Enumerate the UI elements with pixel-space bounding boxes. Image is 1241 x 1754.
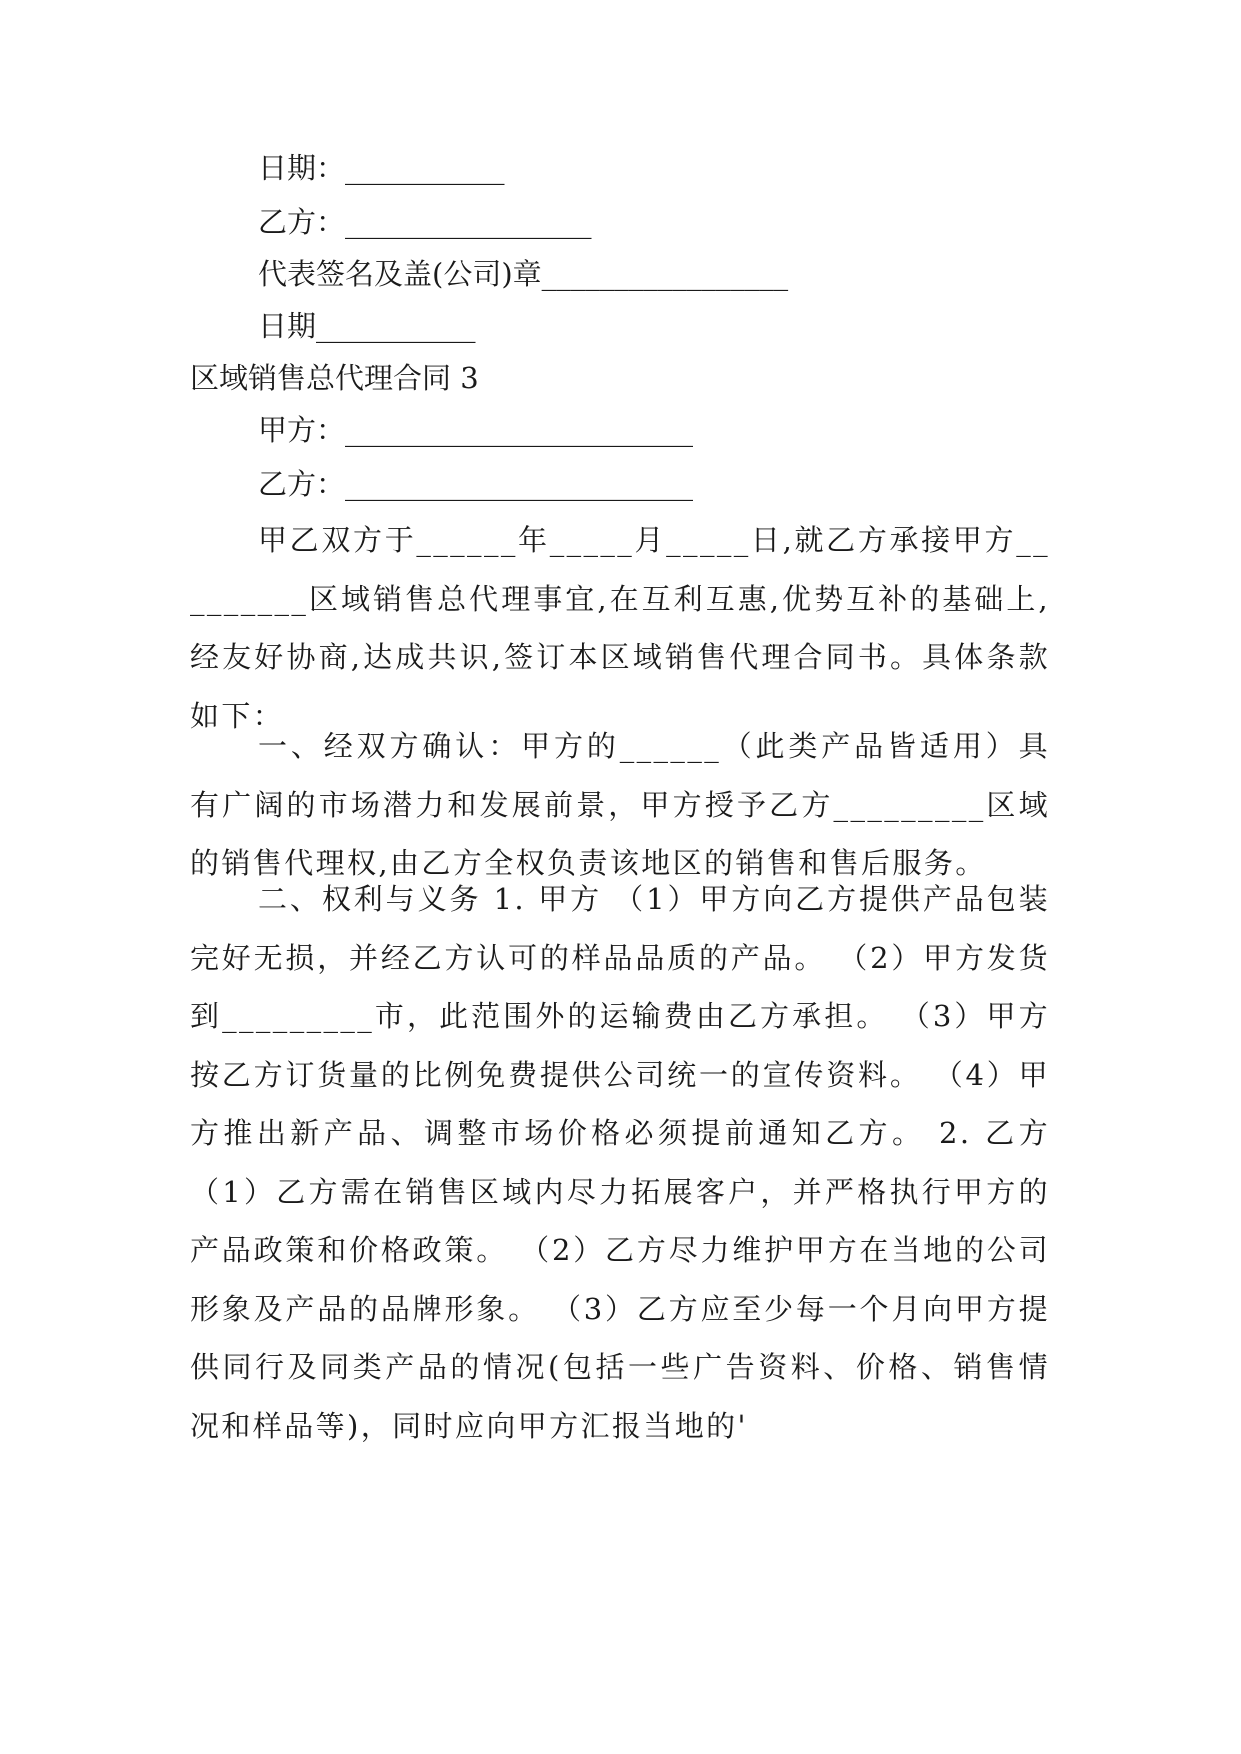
intro-paragraph: 甲乙双方于______年_____月_____日,就乙方承接甲方_________区域销售总代理事宜,在互利互惠,优势互补的基础上,经友好协商,达成共识,签订本区域销售代理合同书。具体条款如下： xyxy=(190,523,1050,733)
party-a-line: 甲方：________________________ xyxy=(258,413,694,447)
contract-title: 区域销售总代理合同 3 xyxy=(190,361,479,395)
clause-2-paragraph: 二、权利与义务 1. 甲方 （1）甲方向乙方提供产品包装完好无损，并经乙方认可的样品品质的产品。 （2）甲方发货到_________市，此范围外的运输费由乙方承担。 （3）甲方按乙方订货量的比例免费提供公司统一的宣传资料。 （4）甲方推出新产品、调整市场价格必须提前通知乙方。 2. 乙方 （1）乙方需在销售区域内尽力拓展客户，并严格执行甲方的产品政策和价格政策。 （2）乙方尽力维护甲方在当地的公司形象及产品的品牌形象。 （3）乙方应至少每一个月向甲方提供同行及同类产品的情况(包括一些广告资料、价格、销售情况和样品等)，同时应向甲方汇报当地的' xyxy=(190,882,1050,1443)
party-b-line: 乙方：________________________ xyxy=(258,467,694,501)
signature-date-line-2: 日期___________ xyxy=(258,309,476,343)
clause-1-paragraph: 一、经双方确认：甲方的______（此类产品皆适用）具有广阔的市场潜力和发展前景，甲方授予乙方_________区域的销售代理权,由乙方全权负责该地区的销售和售后服务。 xyxy=(190,729,1050,880)
signature-party-b-line: 乙方：_________________ xyxy=(258,205,592,239)
representative-signature-line: 代表签名及盖(公司)章_________________ xyxy=(258,257,789,291)
signature-date-line: 日期：___________ xyxy=(258,151,505,185)
